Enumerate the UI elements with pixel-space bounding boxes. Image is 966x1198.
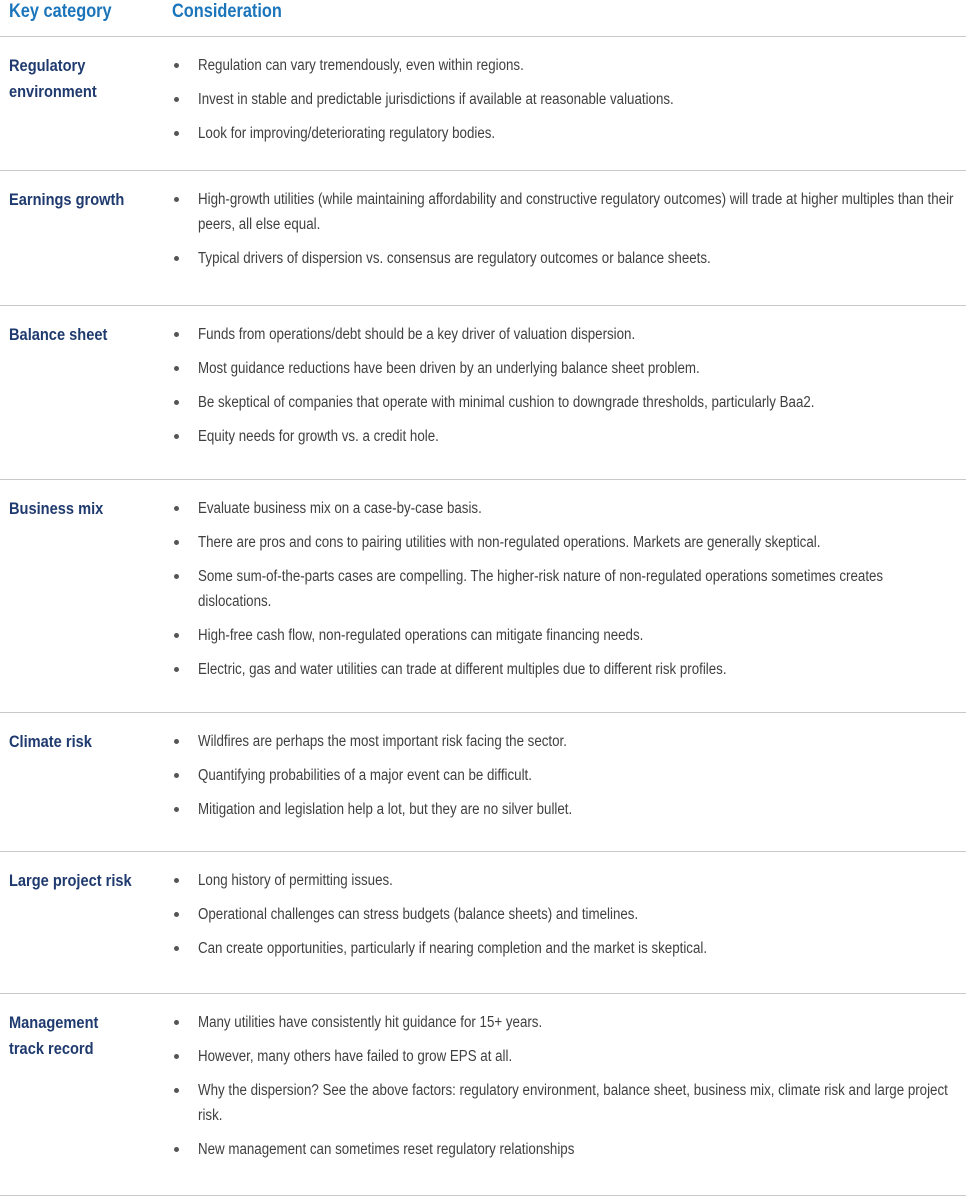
- list-item: [172, 424, 962, 449]
- list-item: [172, 246, 962, 271]
- table-row: [0, 852, 966, 994]
- list-item: [172, 763, 962, 788]
- table-row: [0, 171, 966, 306]
- list-item: [172, 902, 962, 927]
- list-item: [172, 530, 962, 555]
- list-item: [172, 1137, 962, 1162]
- list-item: [172, 356, 962, 381]
- table-row: [0, 37, 966, 171]
- list-item: [172, 1010, 962, 1035]
- list-item-text: Long history of permitting issues.: [198, 872, 393, 889]
- row-category: Regulatory environment: [9, 56, 97, 101]
- list-item-text: High-free cash flow, non-regulated operations can mitigate financing needs.: [198, 627, 644, 644]
- list-item-text: Quantifying probabilities of a major event can be difficult.: [198, 767, 532, 784]
- table-row: [0, 994, 966, 1196]
- list-item: [172, 121, 962, 146]
- row-category: Balance sheet: [9, 325, 108, 344]
- list-item: [172, 797, 962, 822]
- list-item-text: Be skeptical of companies that operate with minimal cushion to downgrade thresholds, particularly Baa2.: [198, 394, 815, 411]
- list-item-text: Typical drivers of dispersion vs. consensus are regulatory outcomes or balance sheets.: [198, 250, 711, 267]
- consideration-list: [172, 187, 962, 280]
- table-row: [0, 480, 966, 713]
- list-item-text: Evaluate business mix on a case-by-case basis.: [198, 500, 482, 517]
- table-header: [0, 0, 966, 37]
- list-item: [172, 623, 962, 648]
- header-key-category: Key category: [9, 1, 112, 22]
- list-item: [172, 87, 962, 112]
- list-item: [172, 868, 962, 893]
- list-item: [172, 657, 962, 682]
- consideration-list: [172, 729, 962, 831]
- list-item-text: Wildfires are perhaps the most important risk facing the sector.: [198, 733, 567, 750]
- list-item: [172, 1044, 962, 1069]
- list-item-text: High-growth utilities (while maintaining affordability and constructive regulatory outcomes) will trade at higher multiples than their peers, all else equal.: [198, 191, 954, 233]
- list-item-text: Look for improving/deteriorating regulatory bodies.: [198, 125, 496, 142]
- list-item: [172, 322, 962, 347]
- list-item-text: Operational challenges can stress budgets (balance sheets) and timelines.: [198, 906, 639, 923]
- list-item: [172, 187, 962, 237]
- row-category: Large project risk: [9, 871, 132, 890]
- consideration-list: [172, 53, 962, 155]
- header-consideration: Consideration: [172, 1, 282, 22]
- row-category: Management track record: [9, 1013, 99, 1058]
- list-item-text: However, many others have failed to grow EPS at all.: [198, 1048, 513, 1065]
- list-item-text: Why the dispersion? See the above factors: regulatory environment, balance sheet, business mix, climate risk and large project risk.: [198, 1082, 948, 1124]
- list-item: [172, 936, 962, 961]
- list-item-text: Funds from operations/debt should be a key driver of valuation dispersion.: [198, 326, 636, 343]
- consideration-list: [172, 868, 962, 970]
- list-item-text: Invest in stable and predictable jurisdictions if available at reasonable valuations.: [198, 91, 674, 108]
- table-row: [0, 306, 966, 480]
- row-category: Climate risk: [9, 732, 92, 751]
- list-item-text: There are pros and cons to pairing utilities with non-regulated operations. Markets are generally skeptical.: [198, 534, 821, 551]
- list-item: [172, 390, 962, 415]
- list-item: [172, 564, 962, 614]
- table-row: [0, 713, 966, 852]
- list-item-text: New management can sometimes reset regulatory relationships: [198, 1141, 575, 1158]
- list-item-text: Regulation can vary tremendously, even within regions.: [198, 57, 524, 74]
- list-item-text: Equity needs for growth vs. a credit hole.: [198, 428, 439, 445]
- list-item-text: Electric, gas and water utilities can trade at different multiples due to different risk profiles.: [198, 661, 727, 678]
- consideration-list: [172, 322, 962, 458]
- list-item: [172, 53, 962, 78]
- list-item: [172, 496, 962, 521]
- list-item-text: Mitigation and legislation help a lot, but they are no silver bullet.: [198, 801, 573, 818]
- consideration-list: [172, 1010, 962, 1171]
- list-item-text: Most guidance reductions have been driven by an underlying balance sheet problem.: [198, 360, 700, 377]
- table-body: [0, 37, 966, 1196]
- list-item-text: Can create opportunities, particularly if nearing completion and the market is skeptical.: [198, 940, 708, 957]
- list-item: [172, 1078, 962, 1128]
- list-item-text: Some sum-of-the-parts cases are compelling. The higher-risk nature of non-regulated operations sometimes creates dislocations.: [198, 568, 884, 610]
- row-category: Business mix: [9, 499, 104, 518]
- list-item: [172, 729, 962, 754]
- consideration-list: [172, 496, 962, 691]
- row-category: Earnings growth: [9, 190, 125, 209]
- list-item-text: Many utilities have consistently hit guidance for 15+ years.: [198, 1014, 543, 1031]
